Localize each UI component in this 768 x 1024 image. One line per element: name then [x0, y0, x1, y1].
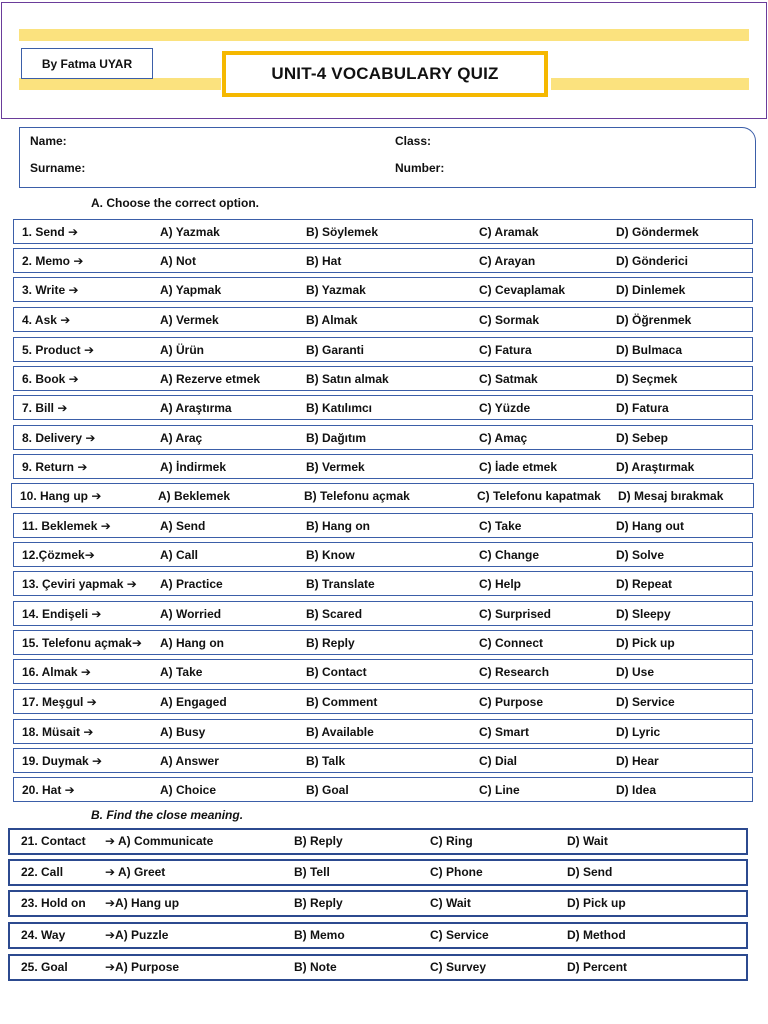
class-label: Class:: [395, 134, 432, 148]
option-c[interactable]: C) Fatura: [479, 343, 532, 357]
question-row: [8, 890, 748, 917]
question-row: [8, 922, 748, 949]
option-b[interactable]: B) Note: [294, 960, 337, 974]
option-d[interactable]: D) Use: [616, 665, 655, 679]
question-row: [13, 307, 753, 332]
option-c[interactable]: C) Aramak: [479, 225, 539, 239]
option-b[interactable]: B) Comment: [306, 695, 378, 709]
question-prompt: 8. Delivery ➔: [22, 431, 96, 445]
option-a[interactable]: A) Busy: [160, 725, 206, 739]
option-d[interactable]: D) Hang out: [616, 519, 684, 533]
option-a[interactable]: A) İndirmek: [160, 460, 227, 474]
option-a[interactable]: A) Worried: [160, 607, 222, 621]
option-d[interactable]: D) Hear: [616, 754, 659, 768]
option-b[interactable]: B) Tell: [294, 865, 330, 879]
option-a[interactable]: ➔A) Purpose: [105, 960, 180, 974]
option-b[interactable]: B) Telefonu açmak: [304, 489, 410, 503]
option-c[interactable]: C) Dial: [479, 754, 518, 768]
question-prompt: 13. Çeviri yapmak ➔: [22, 577, 137, 591]
option-a[interactable]: A) Yazmak: [160, 225, 220, 239]
question-prompt: 14. Endişeli ➔: [22, 607, 102, 621]
question-prompt: 5. Product ➔: [22, 343, 95, 357]
decorative-stripe: [19, 78, 221, 90]
question-prompt: 1. Send ➔: [22, 225, 79, 239]
option-a[interactable]: A) Choice: [160, 783, 217, 797]
quiz-title: UNIT-4 VOCABULARY QUIZ: [222, 51, 548, 97]
option-d[interactable]: D) Lyric: [616, 725, 661, 739]
question-prompt: 12.Çözmek➔: [22, 548, 95, 562]
option-d[interactable]: D) Solve: [616, 548, 665, 562]
option-d[interactable]: D) Gönderici: [616, 254, 689, 268]
question-row: [13, 454, 753, 479]
question-row: [13, 689, 753, 714]
option-d[interactable]: D) Seçmek: [616, 372, 678, 386]
question-row: [13, 659, 753, 684]
option-c[interactable]: C) Ring: [430, 834, 473, 848]
question-prompt: 25. Goal: [21, 960, 68, 974]
option-a[interactable]: ➔ A) Greet: [105, 865, 166, 879]
question-prompt: 4. Ask ➔: [22, 313, 71, 327]
section-a-instruction: A. Choose the correct option.: [91, 196, 260, 210]
quiz-header: [1, 2, 767, 119]
question-row: [13, 777, 753, 802]
option-c[interactable]: C) Take: [479, 519, 522, 533]
question-prompt: 7. Bill ➔: [22, 401, 68, 415]
option-c[interactable]: C) Smart: [479, 725, 530, 739]
question-prompt: 23. Hold on: [21, 896, 86, 910]
surname-label: Surname:: [30, 161, 86, 175]
option-d[interactable]: D) Pick up: [616, 636, 675, 650]
question-row: [13, 425, 753, 450]
number-label: Number:: [395, 161, 445, 175]
option-d[interactable]: D) Send: [567, 865, 613, 879]
option-d[interactable]: D) Method: [567, 928, 626, 942]
question-prompt: 22. Call: [21, 865, 64, 879]
option-c[interactable]: C) Telefonu kapatmak: [477, 489, 601, 503]
option-b[interactable]: B) Yazmak: [306, 283, 366, 297]
option-a[interactable]: ➔A) Puzzle: [105, 928, 169, 942]
option-d[interactable]: D) Repeat: [616, 577, 673, 591]
option-a[interactable]: A) Engaged: [160, 695, 227, 709]
option-d[interactable]: D) Araştırmak: [616, 460, 695, 474]
option-c[interactable]: C) Wait: [430, 896, 471, 910]
option-a[interactable]: A) Answer: [160, 754, 219, 768]
question-row: [13, 395, 753, 420]
question-row: [13, 601, 753, 626]
option-a[interactable]: A) Not: [160, 254, 196, 268]
question-prompt: 15. Telefonu açmak➔: [22, 636, 142, 650]
question-prompt: 10. Hang up ➔: [20, 489, 102, 503]
option-b[interactable]: B) Reply: [294, 896, 343, 910]
option-b[interactable]: B) Hat: [306, 254, 342, 268]
question-prompt: 6. Book ➔: [22, 372, 79, 386]
option-c[interactable]: C) Service: [430, 928, 489, 942]
question-prompt: 2. Memo ➔: [22, 254, 84, 268]
option-a[interactable]: A) Beklemek: [158, 489, 231, 503]
option-b[interactable]: B) Goal: [306, 783, 349, 797]
option-b[interactable]: B) Scared: [306, 607, 363, 621]
option-a[interactable]: ➔ A) Communicate: [105, 834, 214, 848]
question-prompt: 3. Write ➔: [22, 283, 79, 297]
option-b[interactable]: B) Know: [306, 548, 355, 562]
question-row: [13, 513, 753, 538]
option-b[interactable]: B) Reply: [306, 636, 355, 650]
option-a[interactable]: A) Practice: [160, 577, 223, 591]
option-d[interactable]: D) Dinlemek: [616, 283, 686, 297]
option-c[interactable]: C) Sormak: [479, 313, 540, 327]
author-label: By Fatma UYAR: [21, 48, 153, 79]
option-b[interactable]: B) Dağıtım: [306, 431, 366, 445]
option-c[interactable]: C) Surprised: [479, 607, 552, 621]
option-b[interactable]: B) Translate: [306, 577, 375, 591]
question-prompt: 18. Müsait ➔: [22, 725, 94, 739]
option-d[interactable]: D) Öğrenmek: [616, 313, 692, 327]
question-prompt: 17. Meşgul ➔: [22, 695, 97, 709]
question-row: [13, 719, 753, 744]
option-c[interactable]: C) Purpose: [479, 695, 544, 709]
question-row: [11, 483, 754, 508]
option-b[interactable]: B) Katılımcı: [306, 401, 373, 415]
question-row: [13, 248, 753, 273]
option-a[interactable]: A) Call: [160, 548, 199, 562]
option-a[interactable]: A) Yapmak: [160, 283, 222, 297]
section-b-instruction: B. Find the close meaning.: [91, 808, 244, 822]
option-d[interactable]: D) Fatura: [616, 401, 669, 415]
name-label: Name:: [30, 134, 67, 148]
option-d[interactable]: D) Idea: [616, 783, 657, 797]
option-a[interactable]: A) Araç: [160, 431, 203, 445]
question-row: [13, 366, 753, 391]
option-b[interactable]: B) Garanti: [306, 343, 365, 357]
option-a[interactable]: A) Rezerve etmek: [160, 372, 261, 386]
question-row: [13, 337, 753, 362]
question-prompt: 20. Hat ➔: [22, 783, 75, 797]
question-prompt: 9. Return ➔: [22, 460, 88, 474]
question-row: [13, 748, 753, 773]
option-b[interactable]: B) Available: [306, 725, 374, 739]
option-a[interactable]: ➔A) Hang up: [105, 896, 180, 910]
option-c[interactable]: C) Survey: [430, 960, 487, 974]
option-d[interactable]: D) Pick up: [567, 896, 626, 910]
option-d[interactable]: D) Sebep: [616, 431, 669, 445]
option-b[interactable]: B) Hang on: [306, 519, 370, 533]
option-b[interactable]: B) Talk: [306, 754, 346, 768]
option-d[interactable]: D) Göndermek: [616, 225, 699, 239]
option-c[interactable]: C) Amaç: [479, 431, 528, 445]
question-row: [13, 277, 753, 302]
option-c[interactable]: C) Arayan: [479, 254, 536, 268]
option-d[interactable]: D) Percent: [567, 960, 628, 974]
decorative-stripe: [19, 29, 749, 41]
option-a[interactable]: A) Ürün: [160, 343, 204, 357]
option-b[interactable]: B) Memo: [294, 928, 345, 942]
option-d[interactable]: D) Service: [616, 695, 675, 709]
option-c[interactable]: C) Phone: [430, 865, 483, 879]
option-c[interactable]: C) Yüzde: [479, 401, 531, 415]
option-b[interactable]: B) Satın almak: [306, 372, 389, 386]
question-row: [13, 630, 753, 655]
question-prompt: 21. Contact: [21, 834, 86, 848]
question-prompt: 16. Almak ➔: [22, 665, 91, 679]
option-d[interactable]: D) Wait: [567, 834, 608, 848]
option-c[interactable]: C) Research: [479, 665, 550, 679]
option-d[interactable]: D) Bulmaca: [616, 343, 683, 357]
option-c[interactable]: C) İade etmek: [479, 460, 558, 474]
question-row: [13, 542, 753, 567]
option-c[interactable]: C) Help: [479, 577, 521, 591]
option-a[interactable]: A) Vermek: [160, 313, 219, 327]
option-c[interactable]: C) Satmak: [479, 372, 538, 386]
option-d[interactable]: D) Sleepy: [616, 607, 671, 621]
question-prompt: 24. Way: [21, 928, 66, 942]
option-a[interactable]: A) Send: [160, 519, 206, 533]
option-a[interactable]: A) Araştırma: [160, 401, 232, 415]
question-row: [8, 859, 748, 886]
option-a[interactable]: A) Take: [160, 665, 203, 679]
option-b[interactable]: B) Contact: [306, 665, 367, 679]
student-info-box: [19, 127, 756, 188]
option-b[interactable]: B) Almak: [306, 313, 358, 327]
option-a[interactable]: A) Hang on: [160, 636, 224, 650]
question-row: [13, 219, 753, 244]
question-row: [8, 828, 748, 855]
option-b[interactable]: B) Vermek: [306, 460, 365, 474]
question-prompt: 19. Duymak ➔: [22, 754, 103, 768]
option-c[interactable]: C) Line: [479, 783, 520, 797]
option-b[interactable]: B) Reply: [294, 834, 343, 848]
option-b[interactable]: B) Söylemek: [306, 225, 379, 239]
option-c[interactable]: C) Cevaplamak: [479, 283, 566, 297]
question-row: [8, 954, 748, 981]
option-c[interactable]: C) Change: [479, 548, 539, 562]
question-prompt: 11. Beklemek ➔: [22, 519, 111, 533]
option-d[interactable]: D) Mesaj bırakmak: [618, 489, 724, 503]
question-row: [13, 571, 753, 596]
option-c[interactable]: C) Connect: [479, 636, 543, 650]
decorative-stripe: [551, 78, 749, 90]
